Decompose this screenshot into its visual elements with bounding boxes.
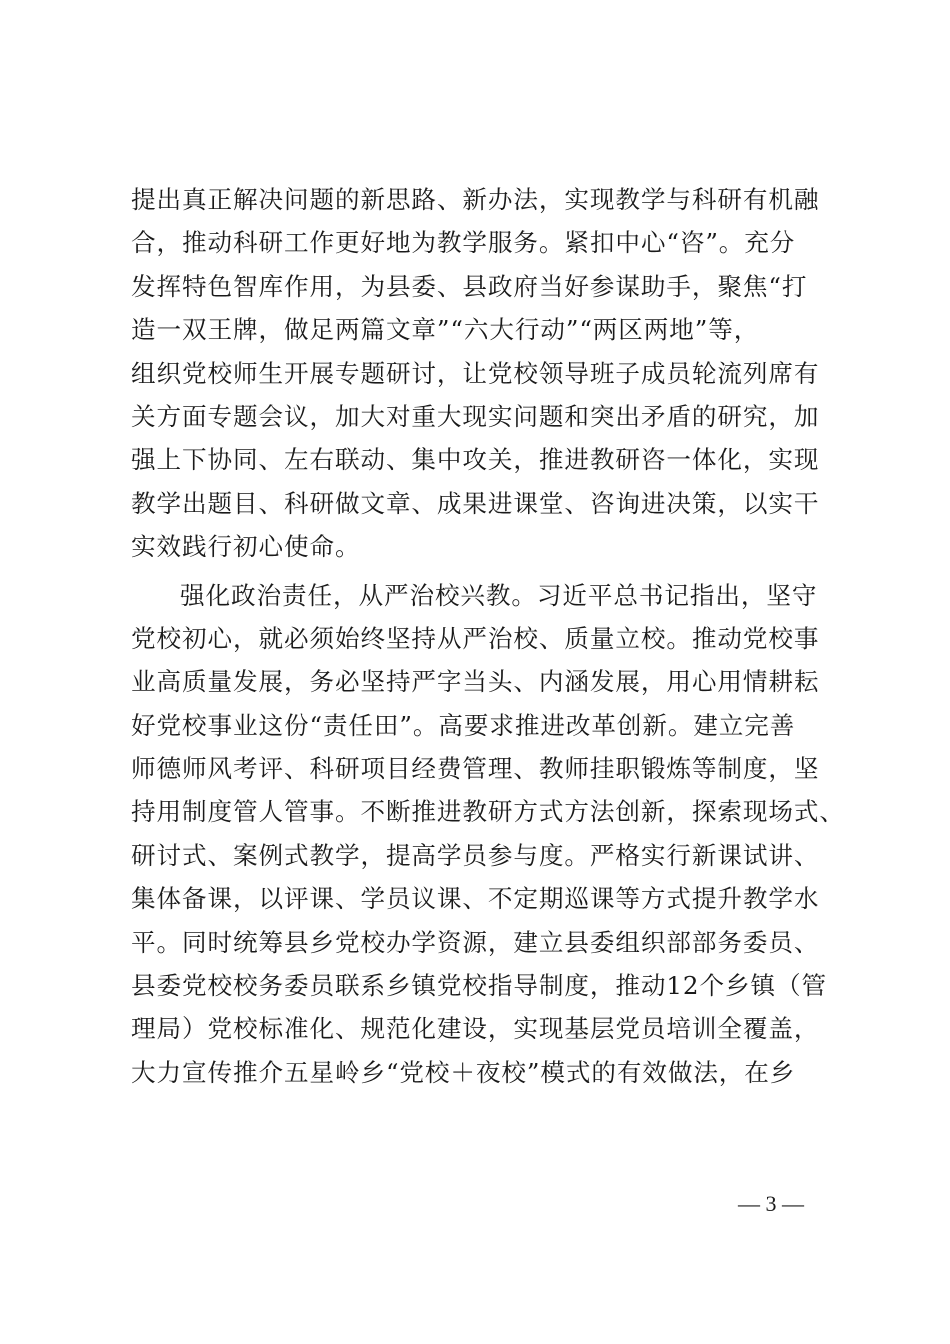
text-line: 理局）党校标准化、规范化建设，实现基层党员培训全覆盖， [131, 1014, 820, 1044]
text-line: 强化政治责任，从严治校兴教。习近平总书记指出，坚守 [180, 580, 818, 610]
text-line: 研讨式、案例式教学，提高学员参与度。严格实行新课试讲、 [131, 840, 820, 870]
text-line: 集体备课，以评课、学员议课、不定期巡课等方式提升教学水 [131, 884, 820, 914]
text-line: 好党校事业这份“责任田”。高要求推进改革创新。建立完善 [131, 710, 796, 740]
text-line: 发挥特色智库作用，为县委、县政府当好参谋助手，聚焦“打 [131, 271, 808, 301]
text-line: 大力宣传推介五星岭乡“党校＋夜校”模式的有效做法，在乡 [131, 1057, 796, 1087]
text-line: 关方面专题会议，加大对重大现实问题和突出矛盾的研究，加 [131, 401, 820, 431]
text-line: 组织党校师生开展专题研讨，让党校领导班子成员轮流列席有 [131, 358, 820, 388]
text-line: 实效践行初心使命。 [131, 532, 361, 562]
text-line: 提出真正解决问题的新思路、新办法，实现教学与科研有机融 [131, 185, 820, 214]
paragraph-1 [131, 178, 831, 569]
page-number: — 3 — [738, 1191, 804, 1216]
text-line: 持用制度管人管事。不断推进教研方式方法创新，探索现场式、 [131, 797, 845, 827]
text-line: 业高质量发展，务必坚持严字当头、内涵发展，用心用情耕耘 [131, 667, 820, 697]
text-line: 师德师风考评、科研项目经费管理、教师挂职锻炼等制度，坚 [131, 754, 820, 784]
text-line: 党校初心，就必须始终坚持从严治校、质量立校。推动党校事 [131, 623, 820, 653]
body-text [131, 178, 845, 1094]
text-line: 造一双王牌，做足两篇文章”“六大行动”“两区两地”等， [131, 315, 760, 345]
paragraph-2 [131, 574, 845, 1095]
text-line: 平。同时统筹县乡党校办学资源，建立县委组织部部务委员、 [131, 927, 820, 957]
text-line: 合，推动科研工作更好地为教学服务。紧扣中心“咨”。充分 [131, 228, 796, 258]
text-line: 教学出题目、科研做文章、成果进课堂、咨询进决策，以实干 [131, 488, 820, 518]
text-line: 县委党校校务委员联系乡镇党校指导制度，推动12个乡镇（管 [131, 971, 827, 1001]
text-line: 强上下协同、左右联动、集中攻关，推进教研咨一体化，实现 [131, 445, 820, 475]
